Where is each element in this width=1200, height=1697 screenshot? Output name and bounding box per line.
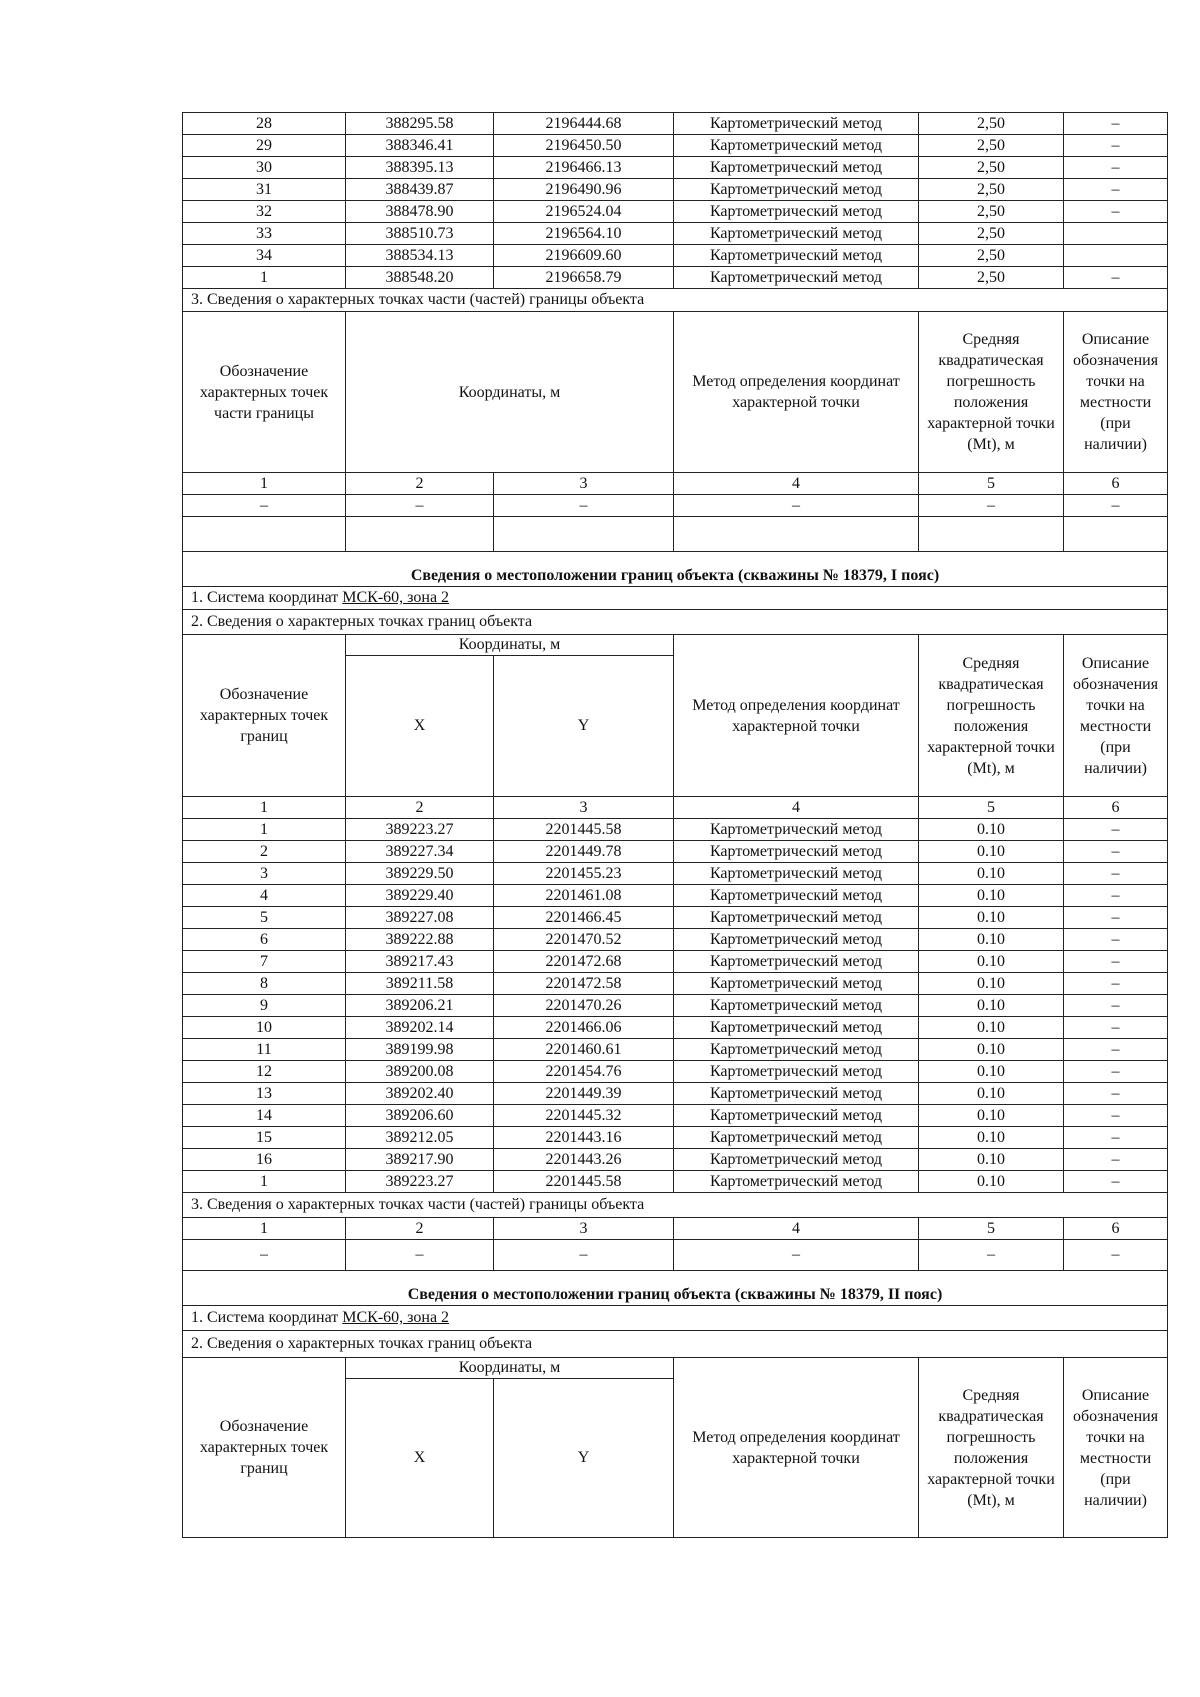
table-row xyxy=(183,907,1168,929)
coord-y-cell: 2201443.16 xyxy=(494,1127,674,1149)
point-number-cell: 29 xyxy=(183,135,346,157)
empty-cell xyxy=(494,517,674,552)
error-cell: 0.10 xyxy=(919,907,1064,929)
description-cell xyxy=(1064,223,1168,245)
col-number: 6 xyxy=(1064,1218,1168,1240)
coord-x-cell: 389206.60 xyxy=(346,1105,494,1127)
table-row xyxy=(183,819,1168,841)
dash-cell: – xyxy=(919,495,1064,517)
method-cell: Картометрический метод xyxy=(674,1105,919,1127)
dash-cell: – xyxy=(674,495,919,517)
belt1-coordinate-system xyxy=(183,587,1168,610)
coord-x-cell: 388478.90 xyxy=(346,201,494,223)
error-cell: 0.10 xyxy=(919,1127,1064,1149)
description-cell: – xyxy=(1064,1017,1168,1039)
empty-cell xyxy=(1064,517,1168,552)
method-cell: Картометрический метод xyxy=(674,1017,919,1039)
coord-x-cell: 389229.50 xyxy=(346,863,494,885)
point-number-cell: 4 xyxy=(183,885,346,907)
col-number: 1 xyxy=(183,473,346,495)
point-number-cell: 16 xyxy=(183,1149,346,1171)
point-number-cell: 7 xyxy=(183,951,346,973)
col-number: 1 xyxy=(183,797,346,819)
coord-x-cell: 388534.13 xyxy=(346,245,494,267)
belt1-rows xyxy=(183,819,1168,1193)
header-part-point: Обозначение характерных точек части границы xyxy=(183,312,346,473)
coord-y-cell: 2196564.10 xyxy=(494,223,674,245)
description-cell xyxy=(1064,245,1168,267)
col-number: 3 xyxy=(494,1218,674,1240)
error-cell: 0.10 xyxy=(919,1149,1064,1171)
point-number-cell: 11 xyxy=(183,1039,346,1061)
description-cell: – xyxy=(1064,201,1168,223)
table-row xyxy=(183,1171,1168,1193)
belt1-part-title: 3. Сведения о характерных точках части (частей) границы объекта xyxy=(183,1193,1168,1218)
coord-x-cell: 389199.98 xyxy=(346,1039,494,1061)
error-cell: 2,50 xyxy=(919,267,1064,289)
table-row xyxy=(183,1083,1168,1105)
table-row xyxy=(183,929,1168,951)
point-number-cell: 13 xyxy=(183,1083,346,1105)
description-cell: – xyxy=(1064,1105,1168,1127)
belt1-title: Сведения о местоположении границ объекта (скважины № 18379, I пояс) xyxy=(183,552,1168,587)
table-row xyxy=(183,951,1168,973)
header-coordinates: Координаты, м xyxy=(346,312,674,473)
point-number-cell: 12 xyxy=(183,1061,346,1083)
coord-x-cell: 388439.87 xyxy=(346,179,494,201)
description-cell: – xyxy=(1064,1061,1168,1083)
description-cell: – xyxy=(1064,179,1168,201)
belt2-title: Сведения о местоположении границ объекта (скважины № 18379, II пояс) xyxy=(183,1271,1168,1306)
belt2-points-title: 2. Сведения о характерных точках границ объекта xyxy=(183,1331,1168,1358)
coord-y-cell: 2196609.60 xyxy=(494,245,674,267)
coordinate-system-value: МСК-60, зона 2 xyxy=(342,589,450,606)
coord-x-cell: 389211.58 xyxy=(346,973,494,995)
coord-x-cell: 389227.34 xyxy=(346,841,494,863)
coord-x-cell: 389217.43 xyxy=(346,951,494,973)
coord-y-cell: 2201466.45 xyxy=(494,907,674,929)
point-number-cell: 30 xyxy=(183,157,346,179)
description-cell: – xyxy=(1064,973,1168,995)
col-number: 3 xyxy=(494,797,674,819)
coord-x-cell: 389217.90 xyxy=(346,1149,494,1171)
error-cell: 2,50 xyxy=(919,223,1064,245)
point-number-cell: 2 xyxy=(183,841,346,863)
point-number-cell: 8 xyxy=(183,973,346,995)
belt2-header-y: Y xyxy=(494,1379,674,1538)
method-cell: Картометрический метод xyxy=(674,135,919,157)
method-cell: Картометрический метод xyxy=(674,819,919,841)
table-row xyxy=(183,223,1168,245)
table-row xyxy=(183,157,1168,179)
coord-y-cell: 2201461.08 xyxy=(494,885,674,907)
method-cell: Картометрический метод xyxy=(674,1039,919,1061)
empty-cell xyxy=(183,517,346,552)
coord-x-cell: 389202.40 xyxy=(346,1083,494,1105)
belt2-header-x: X xyxy=(346,1379,494,1538)
description-cell: – xyxy=(1064,1127,1168,1149)
point-number-cell: 10 xyxy=(183,1017,346,1039)
description-cell: – xyxy=(1064,267,1168,289)
description-cell: – xyxy=(1064,951,1168,973)
description-cell: – xyxy=(1064,929,1168,951)
error-cell: 2,50 xyxy=(919,245,1064,267)
point-number-cell: 34 xyxy=(183,245,346,267)
dash-cell: – xyxy=(183,495,346,517)
coord-y-cell: 2196450.50 xyxy=(494,135,674,157)
coord-y-cell: 2201460.61 xyxy=(494,1039,674,1061)
error-cell: 0.10 xyxy=(919,973,1064,995)
coord-x-cell: 389200.08 xyxy=(346,1061,494,1083)
description-cell: – xyxy=(1064,113,1168,135)
method-cell: Картометрический метод xyxy=(674,267,919,289)
point-number-cell: 9 xyxy=(183,995,346,1017)
method-cell: Картометрический метод xyxy=(674,1171,919,1193)
method-cell: Картометрический метод xyxy=(674,885,919,907)
coord-y-cell: 2196658.79 xyxy=(494,267,674,289)
error-cell: 0.10 xyxy=(919,863,1064,885)
header-description: Описание обозначения точки на местности (при наличии) xyxy=(1064,312,1168,473)
coordinate-system-label: 1. Система координат xyxy=(191,1309,343,1326)
col-number: 4 xyxy=(674,473,919,495)
coord-x-cell: 389222.88 xyxy=(346,929,494,951)
table-row xyxy=(183,995,1168,1017)
coordinate-system-label: 1. Система координат xyxy=(191,589,343,606)
belt1-points-title: 2. Сведения о характерных точках границ объекта xyxy=(183,610,1168,635)
error-cell: 0.10 xyxy=(919,1039,1064,1061)
header-error: Средняя квадратическая погрешность положения характерной точки (Mt), м xyxy=(919,312,1064,473)
table-row xyxy=(183,885,1168,907)
coord-x-cell: 389206.21 xyxy=(346,995,494,1017)
method-cell: Картометрический метод xyxy=(674,995,919,1017)
description-cell: – xyxy=(1064,1039,1168,1061)
error-cell: 2,50 xyxy=(919,135,1064,157)
coord-x-cell: 389223.27 xyxy=(346,1171,494,1193)
continuation-rows xyxy=(183,113,1168,289)
point-number-cell: 15 xyxy=(183,1127,346,1149)
belt1-header-x: X xyxy=(346,656,494,797)
belt1-header-description: Описание обозначения точки на местности (при наличии) xyxy=(1064,635,1168,797)
error-cell: 0.10 xyxy=(919,995,1064,1017)
error-cell: 0.10 xyxy=(919,819,1064,841)
coord-y-cell: 2196466.13 xyxy=(494,157,674,179)
dash-cell: – xyxy=(1064,495,1168,517)
description-cell: – xyxy=(1064,863,1168,885)
col-number: 4 xyxy=(674,797,919,819)
description-cell: – xyxy=(1064,157,1168,179)
coord-y-cell: 2201454.76 xyxy=(494,1061,674,1083)
error-cell: 2,50 xyxy=(919,201,1064,223)
table-row xyxy=(183,179,1168,201)
method-cell: Картометрический метод xyxy=(674,951,919,973)
method-cell: Картометрический метод xyxy=(674,223,919,245)
description-cell: – xyxy=(1064,1083,1168,1105)
coord-x-cell: 389212.05 xyxy=(346,1127,494,1149)
coord-y-cell: 2201449.78 xyxy=(494,841,674,863)
method-cell: Картометрический метод xyxy=(674,841,919,863)
coord-x-cell: 388548.20 xyxy=(346,267,494,289)
col-number: 3 xyxy=(494,473,674,495)
coord-y-cell: 2196444.68 xyxy=(494,113,674,135)
coord-y-cell: 2201470.52 xyxy=(494,929,674,951)
coord-x-cell: 389227.08 xyxy=(346,907,494,929)
coord-y-cell: 2201466.06 xyxy=(494,1017,674,1039)
point-number-cell: 14 xyxy=(183,1105,346,1127)
error-cell: 2,50 xyxy=(919,179,1064,201)
table-row xyxy=(183,1039,1168,1061)
description-cell: – xyxy=(1064,885,1168,907)
point-number-cell: 3 xyxy=(183,863,346,885)
belt1-header-method: Метод определения координат характерной точки xyxy=(674,635,919,797)
error-cell: 0.10 xyxy=(919,1017,1064,1039)
description-cell: – xyxy=(1064,841,1168,863)
empty-cell xyxy=(674,517,919,552)
coord-y-cell: 2201470.26 xyxy=(494,995,674,1017)
dash-cell: – xyxy=(494,495,674,517)
coord-x-cell: 389202.14 xyxy=(346,1017,494,1039)
table-row xyxy=(183,973,1168,995)
dash-cell: – xyxy=(674,1240,919,1271)
belt1-header-coordinates: Координаты, м xyxy=(346,635,674,656)
method-cell: Картометрический метод xyxy=(674,929,919,951)
header-method: Метод определения координат характерной точки xyxy=(674,312,919,473)
coordinate-system-value: МСК-60, зона 2 xyxy=(342,1309,450,1326)
method-cell: Картометрический метод xyxy=(674,973,919,995)
method-cell: Картометрический метод xyxy=(674,1061,919,1083)
part-section-title: 3. Сведения о характерных точках части (частей) границы объекта xyxy=(183,289,1168,312)
table-row xyxy=(183,1017,1168,1039)
col-number: 6 xyxy=(1064,797,1168,819)
method-cell: Картометрический метод xyxy=(674,907,919,929)
error-cell: 0.10 xyxy=(919,1061,1064,1083)
col-number: 2 xyxy=(346,473,494,495)
dash-cell: – xyxy=(494,1240,674,1271)
table-row xyxy=(183,245,1168,267)
point-number-cell: 1 xyxy=(183,819,346,841)
point-number-cell: 1 xyxy=(183,1171,346,1193)
belt2-header-description: Описание обозначения точки на местности (при наличии) xyxy=(1064,1358,1168,1538)
method-cell: Картометрический метод xyxy=(674,113,919,135)
point-number-cell: 28 xyxy=(183,113,346,135)
coord-y-cell: 2201445.58 xyxy=(494,819,674,841)
method-cell: Картометрический метод xyxy=(674,245,919,267)
table-row xyxy=(183,201,1168,223)
belt2-header-point: Обозначение характерных точек границ xyxy=(183,1358,346,1538)
method-cell: Картометрический метод xyxy=(674,1149,919,1171)
point-number-cell: 1 xyxy=(183,267,346,289)
description-cell: – xyxy=(1064,995,1168,1017)
point-number-cell: 32 xyxy=(183,201,346,223)
dash-cell: – xyxy=(346,495,494,517)
description-cell: – xyxy=(1064,819,1168,841)
error-cell: 0.10 xyxy=(919,1083,1064,1105)
table-row xyxy=(183,113,1168,135)
method-cell: Картометрический метод xyxy=(674,863,919,885)
table-row xyxy=(183,841,1168,863)
error-cell: 0.10 xyxy=(919,1105,1064,1127)
dash-cell: – xyxy=(346,1240,494,1271)
table-row xyxy=(183,1105,1168,1127)
coord-x-cell: 388346.41 xyxy=(346,135,494,157)
method-cell: Картометрический метод xyxy=(674,1127,919,1149)
col-number: 5 xyxy=(919,1218,1064,1240)
empty-cell xyxy=(346,517,494,552)
col-number: 4 xyxy=(674,1218,919,1240)
belt2-coordinate-system xyxy=(183,1306,1168,1331)
method-cell: Картометрический метод xyxy=(674,157,919,179)
coord-y-cell: 2201455.23 xyxy=(494,863,674,885)
error-cell: 0.10 xyxy=(919,951,1064,973)
coord-x-cell: 389223.27 xyxy=(346,819,494,841)
method-cell: Картометрический метод xyxy=(674,1083,919,1105)
belt2-header-method: Метод определения координат характерной точки xyxy=(674,1358,919,1538)
col-number: 5 xyxy=(919,797,1064,819)
error-cell: 0.10 xyxy=(919,841,1064,863)
coord-x-cell: 388295.58 xyxy=(346,113,494,135)
table-row xyxy=(183,863,1168,885)
belt1-header-error: Средняя квадратическая погрешность положения характерной точки (Mt), м xyxy=(919,635,1064,797)
description-cell: – xyxy=(1064,1171,1168,1193)
col-number: 2 xyxy=(346,1218,494,1240)
error-cell: 0.10 xyxy=(919,1171,1064,1193)
coord-y-cell: 2201472.68 xyxy=(494,951,674,973)
description-cell: – xyxy=(1064,135,1168,157)
belt1-header-y: Y xyxy=(494,656,674,797)
coord-x-cell: 388510.73 xyxy=(346,223,494,245)
col-number: 5 xyxy=(919,473,1064,495)
dash-cell: – xyxy=(1064,1240,1168,1271)
method-cell: Картометрический метод xyxy=(674,201,919,223)
coord-y-cell: 2201472.58 xyxy=(494,973,674,995)
dash-cell: – xyxy=(183,1240,346,1271)
coord-y-cell: 2196490.96 xyxy=(494,179,674,201)
error-cell: 2,50 xyxy=(919,157,1064,179)
dash-cell: – xyxy=(919,1240,1064,1271)
coord-y-cell: 2196524.04 xyxy=(494,201,674,223)
col-number: 6 xyxy=(1064,473,1168,495)
coord-y-cell: 2201445.58 xyxy=(494,1171,674,1193)
table-row xyxy=(183,1061,1168,1083)
continuation-table xyxy=(182,112,1168,1538)
table-row xyxy=(183,267,1168,289)
error-cell: 0.10 xyxy=(919,885,1064,907)
coord-x-cell: 388395.13 xyxy=(346,157,494,179)
coord-y-cell: 2201445.32 xyxy=(494,1105,674,1127)
empty-cell xyxy=(919,517,1064,552)
point-number-cell: 6 xyxy=(183,929,346,951)
belt2-header-error: Средняя квадратическая погрешность положения характерной точки (Mt), м xyxy=(919,1358,1064,1538)
col-number: 2 xyxy=(346,797,494,819)
table-row xyxy=(183,1149,1168,1171)
coord-y-cell: 2201443.26 xyxy=(494,1149,674,1171)
table-row xyxy=(183,1127,1168,1149)
description-cell: – xyxy=(1064,907,1168,929)
belt2-header-coordinates: Координаты, м xyxy=(346,1358,674,1379)
coord-y-cell: 2201449.39 xyxy=(494,1083,674,1105)
table-row xyxy=(183,135,1168,157)
method-cell: Картометрический метод xyxy=(674,179,919,201)
description-cell: – xyxy=(1064,1149,1168,1171)
point-number-cell: 33 xyxy=(183,223,346,245)
error-cell: 2,50 xyxy=(919,113,1064,135)
point-number-cell: 31 xyxy=(183,179,346,201)
coord-x-cell: 389229.40 xyxy=(346,885,494,907)
error-cell: 0.10 xyxy=(919,929,1064,951)
col-number: 1 xyxy=(183,1218,346,1240)
belt1-header-point: Обозначение характерных точек границ xyxy=(183,635,346,797)
point-number-cell: 5 xyxy=(183,907,346,929)
